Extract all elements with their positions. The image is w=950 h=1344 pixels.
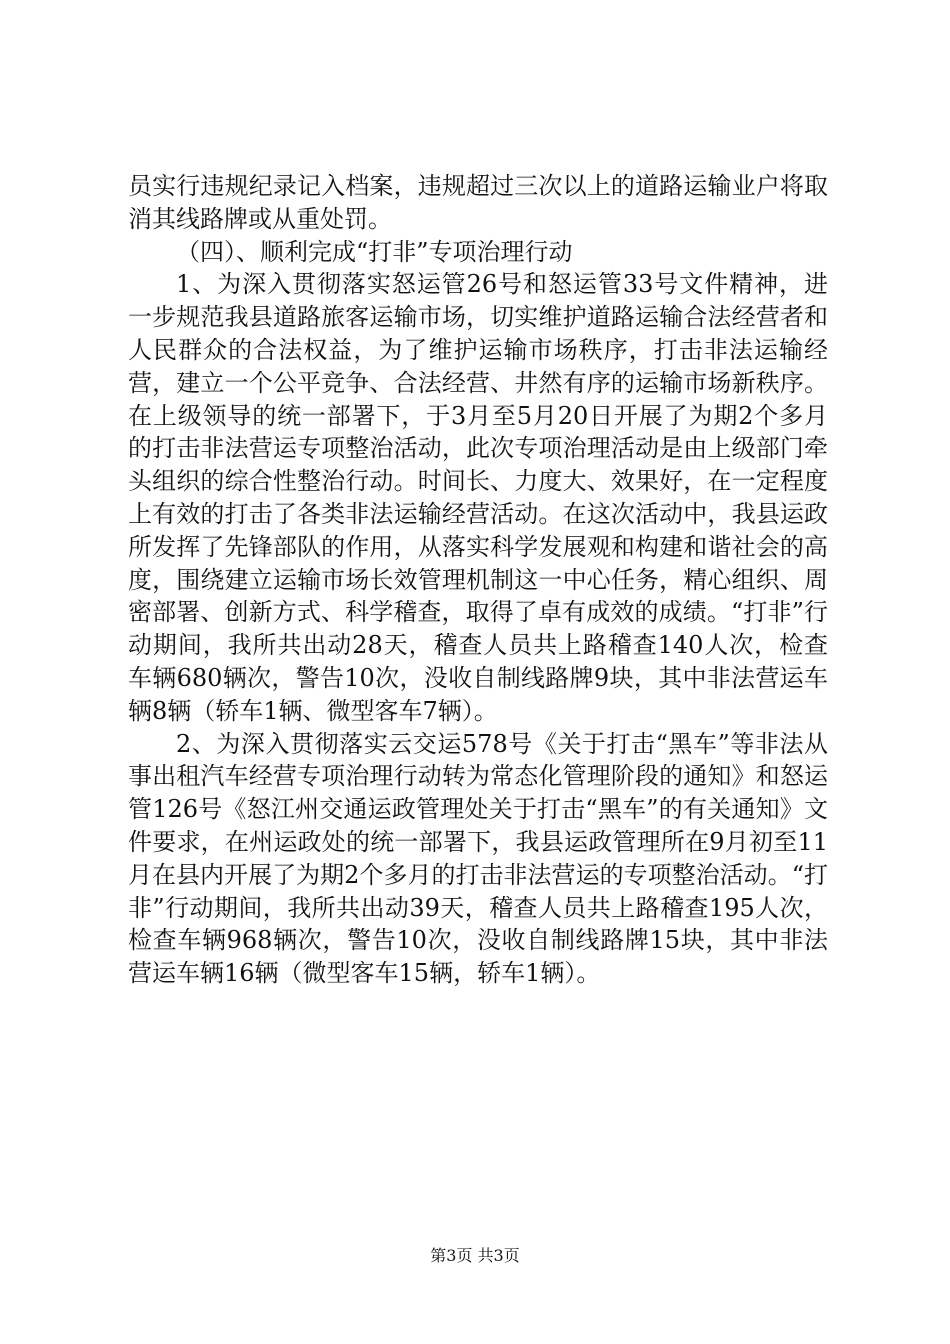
section-heading: （四）、顺利完成“打非”专项治理行动 <box>176 237 573 266</box>
page-number-footer: 第3页 共3页 <box>430 1246 520 1265</box>
paragraph-continuation: 员实行违规纪录记入档案，违规超过三次以上的道路运输业户将取消其线路牌或从重处罚。 <box>128 172 828 233</box>
document-body <box>128 170 828 990</box>
paragraph-item-2: 2、为深入贯彻落实云交运578号《关于打击“黑车”等非法从事出租汽车经营专项治理行动转为常态化管理阶段的通知》和怒运管126号《怒江州交通运政管理处关于打击“黑车”的有关通知》文件要求，在州运政处的统一部署下，我县运政管理所在9月初至11月在县内开展了为期2个多月的打击非法营运的专项整治活动。“打非”行动期间，我所共出动39天，稽查人员共上路稽查195人次，检查车辆968辆次，警告10次，没收自制线路牌15块，其中非法营运车辆16辆（微型客车15辆，轿车1辆）。 <box>128 729 828 988</box>
paragraph-item-1: 1、为深入贯彻落实怒运管26号和怒运管33号文件精神，进一步规范我县道路旅客运输市场，切实维护道路运输合法经营者和人民群众的合法权益，为了维护运输市场秩序，打击非法运输经营，建立一个公平竞争、合法经营、井然有序的运输市场新秩序。在上级领导的统一部署下，于3月至5月20日开展了为期2个多月的打击非法营运专项整治活动，此次专项治理活动是由上级部门牵头组织的综合性整治行动。时间长、力度大、效果好，在一定程度上有效的打击了各类非法运输经营活动。在这次活动中，我县运政所发挥了先锋部队的作用，从落实科学发展观和构建和谐社会的高度，围绕建立运输市场长效管理机制这一中心任务，精心组织、周密部署、创新方式、科学稽查，取得了卓有成效的成绩。“打非”行动期间，我所共出动28天，稽查人员共上路稽查140人次，检查车辆680辆次，警告10次，没收自制线路牌9块，其中非法营运车辆8辆（轿车1辆、微型客车7辆）。 <box>128 270 828 725</box>
